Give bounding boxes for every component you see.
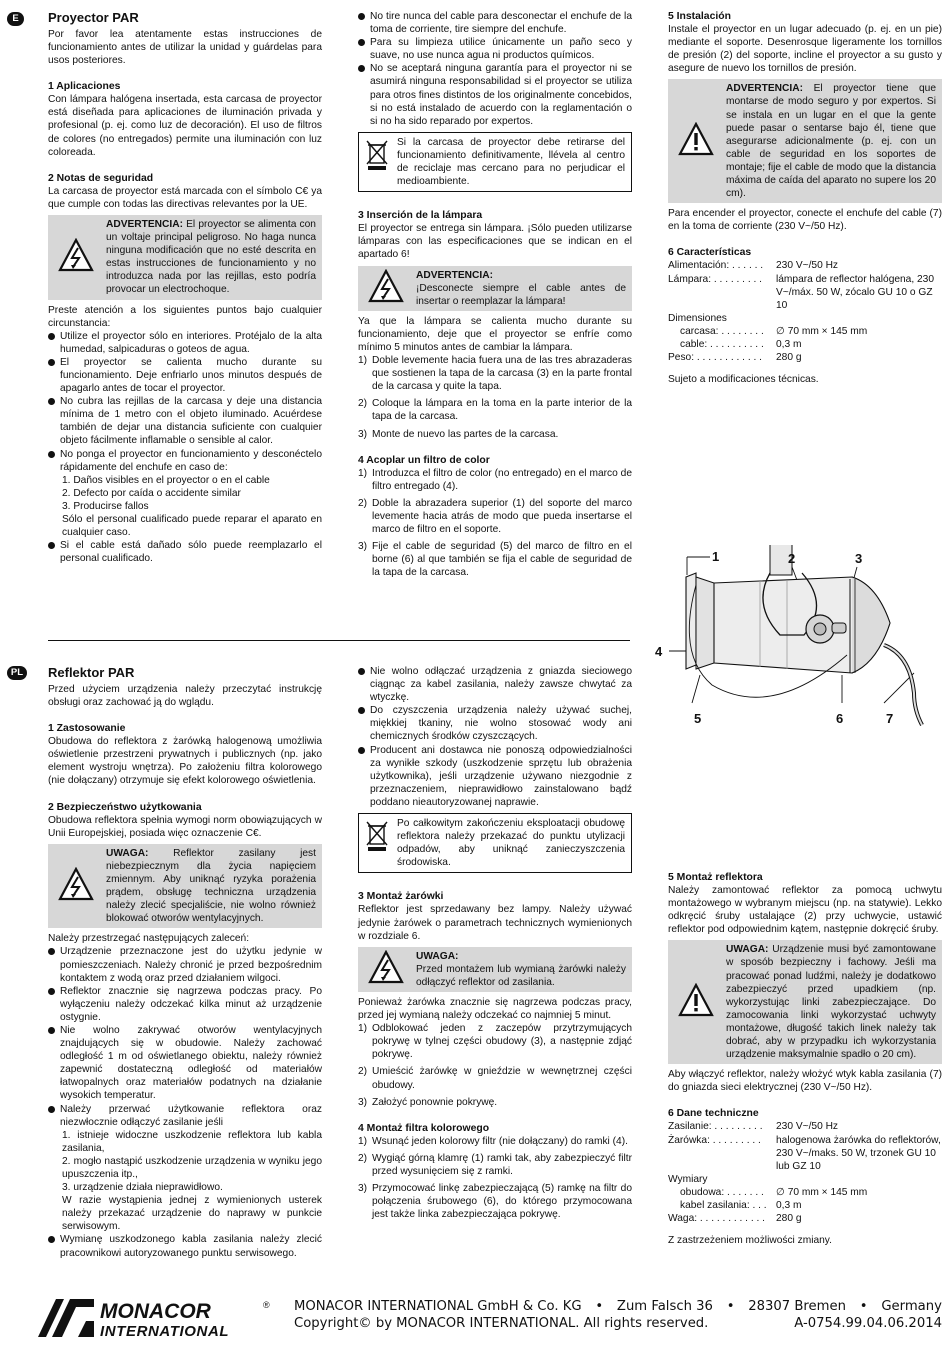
- figure-label-7: 7: [886, 711, 894, 726]
- list-item: 1) Introduzca el filtro de color (no entregado) en el marco de filtro entregado (4).: [358, 467, 632, 492]
- warning-exclamation-icon: [678, 983, 714, 1017]
- spec-row: [668, 1173, 942, 1186]
- es-warn3-text: El proyector tiene que montarse de modo seguro y por expertos. Si se instala en un lugar en el que la gente puede pasar o sentarse bajo él, tiene que asegurarse adicionalmente (p. ej. con un cable de seguridad en los soportes de montaje; fije el cable de modo que la distancia máxima de caída del aparato no supere los 20 cm).: [726, 83, 936, 200]
- list-item: No cubra las rejillas de la carcasa y deje una distancia mínima de 1 metro con el objeto iluminado. Acuérdese también de dejar una distancia suficiente con cualquier objeto fácilmente inflamable o sensible al calor.: [48, 395, 322, 447]
- es-damage-note: Sólo el personal cualificado puede reparar el aparato en cualquier caso.: [62, 514, 322, 539]
- list-item: Producent ani dostawca nie ponoszą odpowiedzialności za wynikłe szkody (uszkodzenie sprzętu lub obrażenia użytkownika), jeśli urządzenie używano niezgodnie z przeznaczeniem, nieprawidłowo zainstalowano bądź poddano nieautoryzowanej naprawie.: [358, 744, 632, 809]
- svg-text:®: ®: [263, 1300, 270, 1310]
- pl-s6-title: 6 Dane techniczne: [668, 1108, 759, 1120]
- spec-row: [668, 1120, 942, 1133]
- list-item: Urządzenie przeznaczone jest do użytku jedynie w pomieszczeniach. Należy chronić je przed bezpośrednim kontaktem z wodą oraz przed działaniem wilgoci.: [48, 945, 322, 984]
- list-item: Para su limpieza utilice únicamente un paño seco y suave, no use nunca agua ni productos químicos.: [358, 36, 632, 62]
- logo-text-top: MONACOR: [100, 1300, 211, 1323]
- list-item: 3) Założyć ponownie pokrywę.: [358, 1096, 498, 1108]
- es-damage-2: 2. Defecto por caída o accidente similar: [62, 487, 241, 499]
- pl-s4-title: 4 Montaż filtra kolorowego: [358, 1122, 490, 1134]
- spec-value: [776, 1173, 942, 1186]
- pl-subject: Z zastrzeżeniem możliwości zmiany.: [668, 1235, 832, 1247]
- es-s4-steps: [358, 467, 632, 580]
- spec-value: 0,3 m: [776, 1199, 802, 1211]
- pl-column-2: [358, 665, 632, 1225]
- es-warn2-text: ¡Desconecte siempre el cable antes de insertar o reemplazar la lámpara!: [416, 282, 626, 307]
- figure-label-3: 3: [855, 551, 863, 566]
- spec-row: [668, 312, 942, 325]
- es-title: Proyector PAR: [48, 10, 139, 25]
- pl-damage-note: W razie wystąpienia jednej z wymienionych usterek należy przekazać urządzenie do naprawy w punkcie serwisowym.: [62, 1195, 322, 1233]
- es-s3-text: El proyector se entrega sin lámpara. ¡Sólo pueden utilizarse lámparas con las especificaciones que se indican en el apartado 6!: [358, 223, 632, 261]
- spec-row: [668, 1134, 942, 1173]
- spec-value: 280 g: [776, 352, 802, 364]
- list-item: No se aceptará ninguna garantía para el proyector ni se asumirá ninguna responsabilidad si el proyector se utiliza para otros fines distintos de los originalmente concebidos, si no está instalado de acuerdo con la reglamentación o si no ha sido reparado por expertos.: [358, 62, 632, 127]
- pl-warn1-label: UWAGA:: [106, 847, 149, 859]
- es-recycle-box: [358, 132, 632, 192]
- es-warn2-label: ADVERTENCIA:: [416, 269, 493, 281]
- pl-safety-list: [48, 945, 322, 1259]
- spec-value: [776, 312, 942, 325]
- par-projector-illustration: [652, 545, 950, 730]
- step-text: Doble levemente hacia fuera una de las tres abrazaderas que sostienen la tapa de la carcasa (3) en la parte frontal de la carcasa y quite la tapa.: [372, 355, 632, 393]
- list-item: El proyector se calienta mucho durante su funcionamiento. Deje enfriarlo unos minutos después de apagarlo antes de tocar el proyector.: [48, 356, 322, 395]
- list-item: Do czyszczenia urządzenia należy używać suchej, miękkiej tkaniny, nie wolno stosować wody ani chemicznych środków czyszczących.: [358, 704, 632, 743]
- pl-warn1-text: Reflektor zasilany jest niebezpiecznym dla życia napięciem zmiennym. Aby uniknąć ryzyka porażenia prądem, obsługę techniczna urządzenia należy zlecić specjaliście, nie wolno również blokować otworów wentylacyjnych.: [106, 847, 316, 925]
- list-item: 1) Doble levemente hacia fuera una de las tres abrazaderas que sostienen la tapa de la carcasa (3) en la parte frontal de la carcasa y quite la tapa.: [358, 355, 632, 393]
- spec-row: [668, 1186, 942, 1199]
- pl-recycle-box: [358, 813, 632, 873]
- step-text: Introduzca el filtro de color (no entregado) en el marco de filtro entregado (4).: [372, 467, 632, 492]
- figure-label-4: 4: [655, 644, 663, 659]
- pl-warning-box-3: [668, 940, 942, 1064]
- step-text: Monte de nuevo las partes de la carcasa.: [372, 428, 559, 440]
- pl-damage-1: 1. istnieje widoczne uszkodzenie reflektora lub kabla zasilania,: [62, 1129, 322, 1154]
- es-s3-title: 3 Inserción de la lámpara: [358, 210, 483, 222]
- pl-s5-title: 5 Montaż reflektora: [668, 872, 763, 883]
- es-warning-box-3: [668, 79, 942, 203]
- list-item: 1) Odblokować jeden z zaczepów przytrzymujących pokrywę w tylnej części obudowy (3), a następnie zdjąć pokrywę.: [358, 1023, 632, 1061]
- spec-key: Zasilanie: . . . . . . . . .: [668, 1121, 763, 1133]
- step-text: Wygiąć górną klamrę (1) ramki tak, aby zabezpieczyć filtr przed wysunięciem się z ramki.: [372, 1152, 632, 1177]
- es-warn1-text: El proyector se alimenta con un voltaje principal peligroso. No haga nunca ninguna modificación que no esté descrita en estas instrucciones de funcionamiento y no introduzca nada por las rejillas, esto podría provocar un electrochoque.: [106, 218, 316, 296]
- warning-lightning-icon: [58, 238, 94, 272]
- es-warn3-label: ADVERTENCIA:: [726, 83, 803, 95]
- spec-value: 0,3 m: [776, 338, 802, 350]
- list-item: [48, 448, 322, 540]
- es-damage-3: 3. Producirse fallos: [62, 500, 149, 512]
- warning-lightning-icon: [368, 950, 404, 984]
- spec-key: obudowa: . . . . . . .: [680, 1186, 764, 1198]
- figure-label-6: 6: [836, 711, 844, 726]
- spec-row: [668, 1199, 942, 1212]
- pl-column-3: [668, 871, 942, 1247]
- spec-key: Peso: . . . . . . . . . . . .: [668, 352, 762, 364]
- pl-s3-title: 3 Montaż żarówki: [358, 891, 444, 903]
- pl-s2-text: Obudowa reflektora spełnia wymogi norm obowiązujących w Unii Europejskiej, posiada więc oznaczenie C€.: [48, 814, 322, 839]
- pl-s5-text2: Aby włączyć reflektor, należy włożyć wtyk kabla zasilania (7) do gniazda sieci elektrycznej (230 V~/50 Hz).: [668, 1069, 942, 1094]
- pl-warn2-text: Przed montażem lub wymianą żarówki należy odłączyć reflektor od zasilania.: [416, 963, 626, 988]
- es-column-3: [668, 10, 942, 386]
- es-warning-box-1: [48, 215, 322, 300]
- pl-s2-title: 2 Bezpieczeństwo użytkowania: [48, 801, 202, 813]
- es-s3-steps: [358, 354, 632, 441]
- es-s3-text2: Ya que la lámpara se calienta mucho durante su funcionamiento, deje que el proyector se enfríe como mínimo 5 minutos antes de cambiar la lámpara.: [358, 315, 632, 353]
- es-column-2: [358, 10, 632, 583]
- list-item-text: Należy przerwać użytkowanie reflektora oraz niezwłocznie odłączyć zasilanie jeśli: [60, 1103, 322, 1128]
- spec-key: cable: . . . . . . . . . .: [680, 338, 764, 350]
- es-safety-list: [48, 330, 322, 566]
- pl-warn3-label: UWAGA:: [726, 944, 769, 956]
- footer-country: Germany: [881, 1299, 942, 1314]
- es-recycle-text: Si la carcasa de proyector debe retirarse del funcionamiento definitivamente, llévela al centro de reciclaje mas cercano para no perjudicar el medioambiente.: [397, 136, 625, 188]
- footer-doc-id: A-0754.99.04.06.2014: [794, 1316, 942, 1331]
- spec-value: lámpara de reflector halógena, 230 V~/máx. 50 W, zócalo GU 10 o GZ 10: [776, 273, 935, 311]
- warning-exclamation-icon: [678, 122, 714, 156]
- spec-value: 230 V~/50 Hz: [776, 1121, 839, 1133]
- spec-row: [668, 325, 942, 338]
- list-item: 3) Przymocować linkę zabezpieczającą (5) ramkę na filtr do połączenia śrubowego (6), do którego przymocowana jest także linka zabezpieczająca pokrywę.: [358, 1183, 632, 1221]
- spec-key: Alimentación: . . . . . .: [668, 260, 764, 272]
- list-item: 2) Coloque la lámpara en la toma en la parte interior de la tapa de la carcasa.: [358, 398, 632, 423]
- footer-copyright: Copyright© by MONACOR INTERNATIONAL. All rights reserved.: [294, 1316, 709, 1331]
- pl-s4-steps: [358, 1135, 632, 1222]
- list-item-text: No ponga el proyector en funcionamiento y desconéctelo rápidamente del enchufe en caso de:: [60, 448, 322, 473]
- spec-value: halogenowa żarówka do reflektorów, 230 V~/maks. 50 W, trzonek GU 10 lub GZ 10: [776, 1134, 941, 1172]
- spec-value: ∅ 70 mm × 145 mm: [776, 1186, 868, 1198]
- list-item: 1) Wsunąć jeden kolorowy filtr (nie dołączany) do ramki (4).: [358, 1135, 628, 1147]
- es-warn1-label: ADVERTENCIA:: [106, 218, 183, 230]
- step-text: Fije el cable de seguridad (5) del marco de filtro en el borne (6) al que también se fija el cable de seguridad de la tapa de la carcasa.: [372, 541, 632, 579]
- spec-row: [668, 1212, 942, 1225]
- list-item: 3) Fije el cable de seguridad (5) del marco de filtro en el borne (6) al que también se fija el cable de seguridad de la tapa de la carcasa.: [358, 541, 632, 579]
- pl-recycle-text: Po całkowitym zakończeniu eksploatacji obudowę reflektora należy przekazać do punktu utylizacji odpadów, aby uniknąć zanieczyszczenia środowiska.: [397, 818, 625, 869]
- es-warning-box-2: [358, 266, 632, 311]
- spec-row: [668, 338, 942, 351]
- footer-company: MONACOR INTERNATIONAL GmbH & Co. KG: [294, 1299, 582, 1314]
- warning-lightning-icon: [58, 867, 94, 901]
- es-intro: Por favor lea atentamente estas instrucciones de funcionamiento antes de utilizar la unidad y guárdelas para usos posteriores.: [48, 29, 322, 67]
- es-s1-title: 1 Aplicaciones: [48, 81, 121, 93]
- list-item: 3) Monte de nuevo las partes de la carcasa.: [358, 428, 559, 440]
- list-item: [48, 1103, 322, 1234]
- list-item: Reflektor znacznie się nagrzewa podczas pracy. Po wyłączeniu należy odczekać kilka minut aż urządzenie ostygnie.: [48, 985, 322, 1024]
- spec-key: Wymiary: [668, 1173, 708, 1185]
- pl-spec-table: [668, 1120, 942, 1225]
- list-item: Utilize el proyector sólo en interiores. Protéjalo de la alta humedad, salpicaduras o goteos de agua.: [48, 330, 322, 356]
- pl-attention: Należy przestrzegać następujących zaleceń:: [48, 933, 250, 945]
- language-badge-es: E: [7, 12, 24, 26]
- pl-title: Reflektor PAR: [48, 665, 135, 680]
- list-item: 2) Umieścić żarówkę w gnieździe w wewnętrznej części obudowy.: [358, 1066, 632, 1091]
- list-item: Nie wolno zakrywać otworów wentylacyjnych znajdujących się w obudowie. Należy zachować odległość 1 m od oświetlanego obiektu, należy również zapewnić dostateczną odległość od materiałów łatwopalnych oraz materiałów podatnych na działanie wysokich temperatur.: [48, 1024, 322, 1103]
- list-item: No tire nunca del cable para desconectar el enchufe de la toma de corriente, tire siempre del enchufe.: [358, 10, 632, 36]
- footer-city: 28307 Bremen: [748, 1299, 846, 1314]
- pl-warning-box-1: [48, 844, 322, 929]
- pl-warn2-label: UWAGA:: [416, 950, 459, 962]
- step-text: Doble la abrazadera superior (1) del soporte del marco levemente hacia atrás de modo que pueda insertarse el marco de filtro en el soporte.: [372, 497, 632, 535]
- es-s1-text: Con lámpara halógena insertada, esta carcasa de proyector está diseñada para aplicaciones de iluminación privada y profesional (p. ej. como luz de decoración). El uso de filtros de colores (no entregados) permite una iluminación con luz coloreada.: [48, 94, 322, 158]
- language-badge-pl: PL: [7, 666, 27, 680]
- spec-key: Dimensiones: [668, 312, 727, 324]
- recycle-bin-icon: [366, 139, 388, 171]
- pl-intro: Przed użyciem urządzenia należy przeczytać instrukcję obsługi oraz zachować ją do wglądu.: [48, 684, 322, 709]
- section-divider: [48, 640, 630, 641]
- list-item: Si el cable está dañado sólo puede reemplazarlo el personal cualificado.: [48, 539, 322, 565]
- footer-address: MONACOR INTERNATIONAL GmbH & Co. KG • Zum Falsch 36 • 28307 Bremen • Germany Copyright© by MONACOR INTERNATIONAL. All rights reserved. A-0754.99.04.06.2014: [294, 1299, 942, 1331]
- recycle-bin-icon: [366, 820, 388, 852]
- figure-label-5: 5: [694, 711, 702, 726]
- pl-warning-box-2: [358, 947, 632, 992]
- pl-s3-steps: [358, 1022, 632, 1109]
- pl-s1-text: Obudowa do reflektora z żarówką halogenową umożliwia oświetlenie przestrzeni prywatnych i publicznych (np. jako element wystroju wnętrza). Po założeniu filtra kolorowego (nie dołączany) otrzymuje się efekt kolorowego oświetlenia.: [48, 736, 322, 787]
- step-text: Coloque la lámpara en la toma en la parte interior de la tapa de la carcasa.: [372, 398, 632, 423]
- es-s5-title: 5 Instalación: [668, 11, 731, 22]
- pl-column-1: [48, 665, 322, 1260]
- list-item: Nie wolno odłączać urządzenia z gniazda sieciowego ciągnąc za kabel zasilania, należy zawsze chwytać za wtyczkę.: [358, 665, 632, 704]
- pl-s3-text2: Ponieważ żarówka znacznie się nagrzewa podczas pracy, przed jej wymianą należy odczekać co najmniej 5 minut.: [358, 996, 632, 1022]
- list-item: 2) Wygiąć górną klamrę (1) ramki tak, aby zabezpieczyć filtr przed wysunięciem się z ramki.: [358, 1152, 632, 1177]
- step-text: Założyć ponownie pokrywę.: [372, 1096, 498, 1108]
- logo-text-bottom: INTERNATIONAL: [100, 1323, 230, 1339]
- es-s6-title: 6 Características: [668, 247, 752, 259]
- spec-value: 280 g: [776, 1213, 802, 1225]
- list-item: Wymianę uszkodzonego kabla zasilania należy zlecić pracownikowi autoryzowanego punktu serwisowego.: [48, 1233, 322, 1259]
- es-s5-text2: Para encender el proyector, conecte el enchufe del cable (7) en la toma de corriente (230 V~/50 Hz).: [668, 208, 942, 233]
- monacor-logo: [34, 1297, 274, 1339]
- spec-key: carcasa: . . . . . . . .: [680, 325, 764, 337]
- step-text: Przymocować linkę zabezpieczającą (5) ramkę na filtr do połączenia śrubowego (6), do którego przymocowana jest także linka zabezpieczająca pokrywę.: [372, 1183, 632, 1221]
- warning-lightning-icon: [368, 269, 404, 303]
- es-s4-title: 4 Acoplar un filtro de color: [358, 454, 490, 466]
- spec-key: Żarówka: . . . . . . . . .: [668, 1134, 761, 1146]
- spec-key: kabel zasilania: . . .: [680, 1199, 767, 1211]
- figure-label-2: 2: [788, 551, 796, 566]
- spec-value: ∅ 70 mm × 145 mm: [776, 325, 868, 337]
- es-column-1: [48, 10, 322, 565]
- figure-label-1: 1: [712, 549, 720, 564]
- pl-damage-2: 2. mogło nastąpić uszkodzenie urządzenia w wyniku jego upuszczenia itp.,: [62, 1155, 322, 1180]
- es-spec-table: [668, 259, 942, 364]
- spec-row: [668, 351, 942, 364]
- pl-s5-text: Należy zamontować reflektor za pomocą uchwytu montażowego w wybranym miejscu (np. na statywie). Lekko odkręcić śruby ustalające (2) przy uchwycie, ustawić reflektor pod odpowiednim kątem, następnie dokręcić śruby.: [668, 885, 942, 936]
- es-attention: Preste atención a los siguientes puntos bajo cualquier circunstancia:: [48, 304, 322, 329]
- es-damage-1: 1. Daños visibles en el proyector o en el cable: [62, 474, 270, 486]
- step-text: Odblokować jeden z zaczepów przytrzymujących pokrywę w tylnej części obudowy (3), a następnie zdjąć pokrywę.: [372, 1023, 632, 1061]
- pl-s3-text: Reflektor jest sprzedawany bez lampy. Należy używać jedynie żarówek o parametrach technicznych wymienionych w rozdziale 6.: [358, 904, 632, 942]
- pl-damage-3: 3. urządzenie działa nieprawidłowo.: [62, 1182, 223, 1194]
- spec-key: Waga: . . . . . . . . . . . .: [668, 1213, 765, 1225]
- es-s2-text: La carcasa de proyector está marcada con el símbolo C€ ya que cumple con todas las directivas relevantes por la UE.: [48, 185, 322, 210]
- step-text: Wsunąć jeden kolorowy filtr (nie dołączany) do ramki (4).: [372, 1135, 628, 1147]
- spec-key: Lámpara: . . . . . . . . .: [668, 273, 762, 285]
- footer-street: Zum Falsch 36: [616, 1299, 713, 1314]
- spec-row: [668, 273, 942, 312]
- es-subject: Sujeto a modificaciones técnicas.: [668, 374, 819, 386]
- spec-value: 230 V~/50 Hz: [776, 260, 839, 272]
- spec-row: [668, 259, 942, 272]
- list-item: 2) Doble la abrazadera superior (1) del soporte del marco levemente hacia atrás de modo que pueda insertarse el marco de filtro en el soporte.: [358, 497, 632, 535]
- es-safety-list-2: [358, 10, 632, 128]
- es-s5-text: Instale el proyector en un lugar adecuado (p. ej. en un pie) mediante el soporte. Desenrosque ligeramente los tornillos de presión (2) del soporte, incline el proyector a su gusto y asegure de nuevo los tornillos de presión.: [668, 24, 942, 75]
- pl-s1-title: 1 Zastosowanie: [48, 723, 126, 735]
- es-s2-title: 2 Notas de seguridad: [48, 172, 154, 184]
- pl-warn3-text: Urządzenie musi być zamontowane w sposób bezpieczny i fachowy. Jeśli ma pracować ponad ludźmi, należy je dodatkowo zabezpieczyć przed upadkiem (np. wykorzystując linki zabezpieczające. Do zamocowania linki wykorzystać uchwyty montażowe, długość takich linek należy tak dobrać, aby w przypadku ich wykorzystania urządzenie maksymalnie spadło o 20 cm).: [726, 944, 936, 1061]
- step-text: Umieścić żarówkę w gnieździe w wewnętrznej części obudowy.: [372, 1066, 632, 1091]
- pl-safety-list-2: [358, 665, 632, 809]
